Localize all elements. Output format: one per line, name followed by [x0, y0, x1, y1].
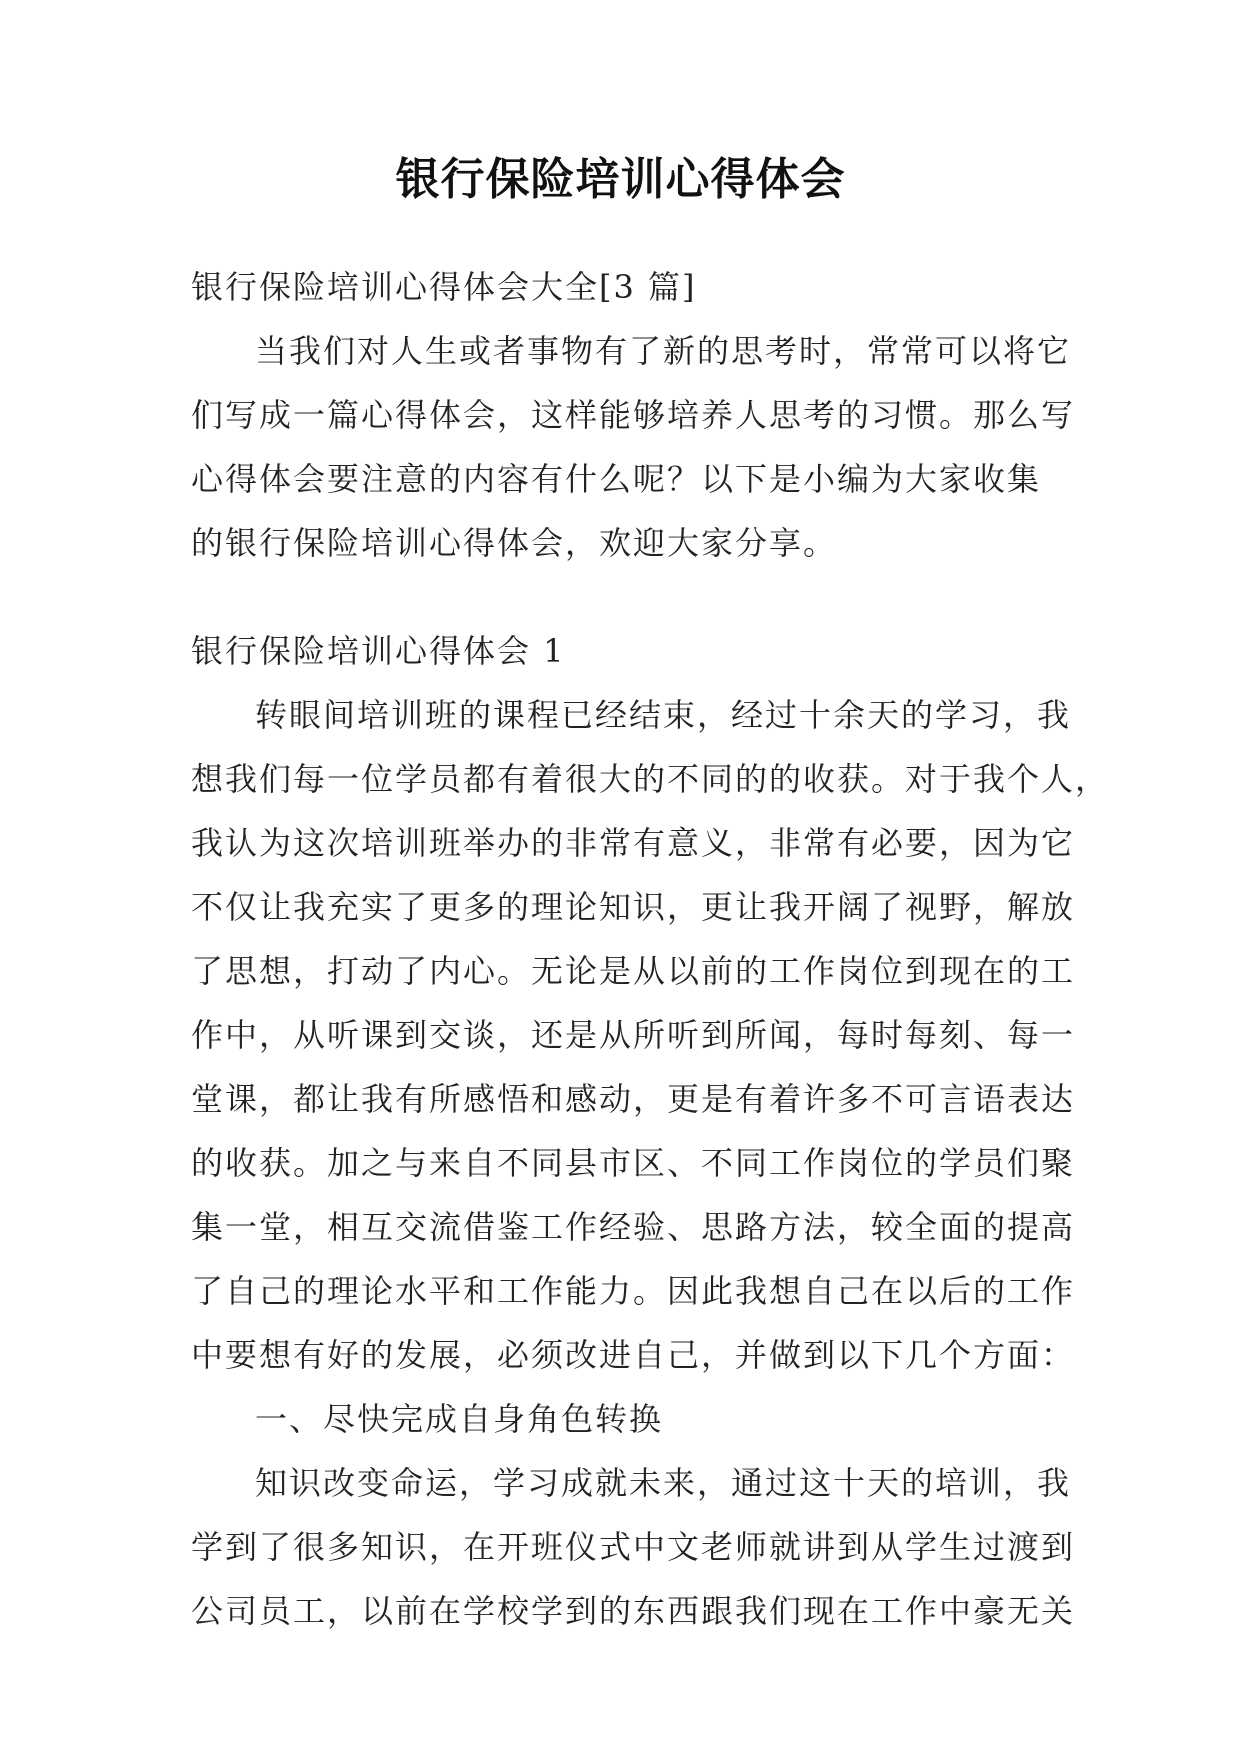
paragraph-line: 们写成一篇心得体会，这样能够培养人思考的习惯。那么写: [191, 396, 1076, 434]
paragraph-line: 转眼间培训班的课程已经结束，经过十余天的学习，我: [255, 696, 1072, 734]
paragraph-line: 想我们每一位学员都有着很大的不同的的收获。对于我个人，: [191, 760, 1110, 798]
intro-paragraph: [191, 319, 1076, 575]
section-heading: 银行保险培训心得体会 1: [191, 632, 566, 670]
point-heading: 一、尽快完成自身角色转换: [255, 1400, 664, 1438]
paragraph-line: 我认为这次培训班举办的非常有意义，非常有必要，因为它: [191, 824, 1076, 862]
paragraph-line: 心得体会要注意的内容有什么呢？以下是小编为大家收集: [191, 460, 1042, 498]
paragraph-line: 公司员工，以前在学校学到的东西跟我们现在工作中豪无关: [191, 1592, 1076, 1630]
section1-paragraph: [191, 683, 1110, 1387]
subtitle: 银行保险培训心得体会大全[3 篇]: [191, 268, 697, 306]
paragraph-line: 的银行保险培训心得体会，欢迎大家分享。: [191, 524, 838, 562]
paragraph-line: 作中，从听课到交谈，还是从所听到所闻，每时每刻、每一: [191, 1016, 1076, 1054]
paragraph-line: 当我们对人生或者事物有了新的思考时，常常可以将它: [255, 332, 1072, 370]
paragraph-line: 学到了很多知识，在开班仪式中文老师就讲到从学生过渡到: [191, 1528, 1076, 1566]
document-body: [191, 255, 1110, 1643]
section-spacer: [191, 575, 1071, 619]
paragraph-line: 知识改变命运，学习成就未来，通过这十天的培训，我: [255, 1464, 1072, 1502]
paragraph-line: 不仅让我充实了更多的理论知识，更让我开阔了视野，解放: [191, 888, 1076, 926]
paragraph-line: 集一堂，相互交流借鉴工作经验、思路方法，较全面的提高: [191, 1208, 1076, 1246]
paragraph-line: 的收获。加之与来自不同县市区、不同工作岗位的学员们聚: [191, 1144, 1076, 1182]
point1-paragraph: [191, 1451, 1076, 1643]
paragraph-line: 了思想，打动了内心。无论是从以前的工作岗位到现在的工: [191, 952, 1076, 990]
paragraph-line: 堂课，都让我有所感悟和感动，更是有着许多不可言语表达: [191, 1080, 1076, 1118]
paragraph-line: 了自己的理论水平和工作能力。因此我想自己在以后的工作: [191, 1272, 1076, 1310]
document-title: 银行保险培训心得体会: [395, 154, 846, 205]
paragraph-line: 中要想有好的发展，必须改进自己，并做到以下几个方面：: [191, 1336, 1076, 1374]
